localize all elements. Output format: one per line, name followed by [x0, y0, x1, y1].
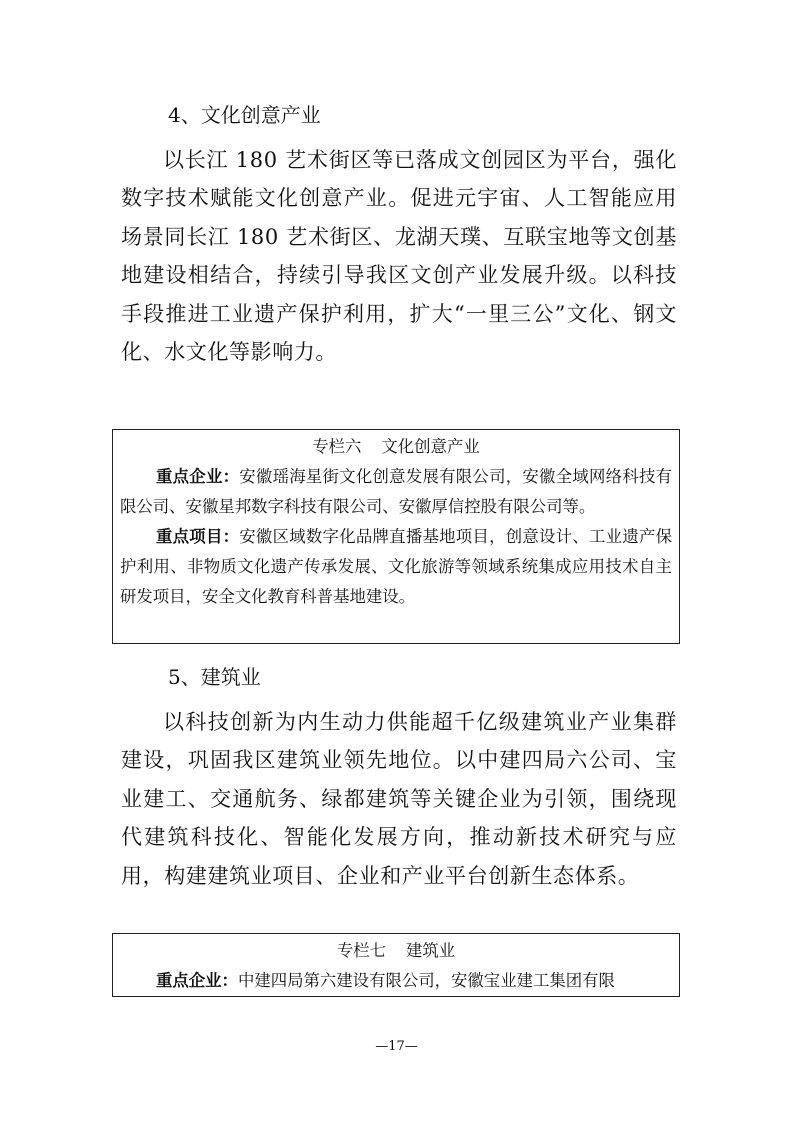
box-6-title-name: 文化创意产业 [381, 437, 480, 456]
section-5-heading: 5、建筑业 [168, 665, 261, 689]
box-7-title-prefix: 专栏七 [336, 941, 386, 960]
box-7-title-name: 建筑业 [406, 941, 456, 960]
page-number: —17— [375, 1039, 418, 1054]
box-6-title [120, 432, 672, 462]
section-4-paragraph: 以长江 180 艺术街区等已落成文创园区为平台，强化数字技术赋能文化创意产业。促进元宇宙、人工智能应用场景同长江 180 艺术街区、龙湖天璞、互联宝地等文创基地建设相结合，持续引导我区文创产业发展升级。以科技手段推进工业遗产保护利用，扩大“一里三公”文化、钢文化、水文化等影响力。 [121, 148, 677, 365]
box-7-enterprises-label: 重点企业： [156, 971, 238, 990]
box-7-enterprises-text: 中建四局第六建设有限公司，安徽宝业建工集团有限 [237, 971, 615, 990]
box-7-enterprises [120, 966, 672, 996]
box-7-panel [112, 933, 680, 997]
box-6-enterprises-label: 重点企业： [156, 467, 240, 486]
section-4-heading: 4、文化创意产业 [168, 103, 321, 127]
box-6-projects-label: 重点项目： [156, 527, 240, 546]
box-7-title [120, 936, 672, 966]
box-6-enterprises [120, 462, 672, 522]
section-5-paragraph: 以科技创新为内生动力供能超千亿级建筑业产业集群建设，巩固我区建筑业领先地位。以中建四局六公司、宝业建工、交通航务、绿都建筑等关键企业为引领，围绕现代建筑科技化、智能化发展方向，推动新技术研究与应用，构建建筑业项目、企业和产业平台创新生态体系。 [121, 710, 677, 888]
box-6-panel [112, 429, 680, 644]
box-6-projects [120, 522, 672, 612]
box-6-title-prefix: 专栏六 [312, 437, 362, 456]
box-6-enterprises-text: 安徽瑶海星街文化创意发展有限公司，安徽全域网络科技有限公司、安徽星邦数字科技有限公司、安徽厚信控股有限公司等。 [120, 467, 673, 516]
box-6-projects-text: 安徽区域数字化品牌直播基地项目，创意设计、工业遗产保护利用、非物质文化遗产传承发展、文化旅游等领域系统集成应用技术自主研发项目，安全文化教育科普基地建设。 [120, 527, 673, 606]
